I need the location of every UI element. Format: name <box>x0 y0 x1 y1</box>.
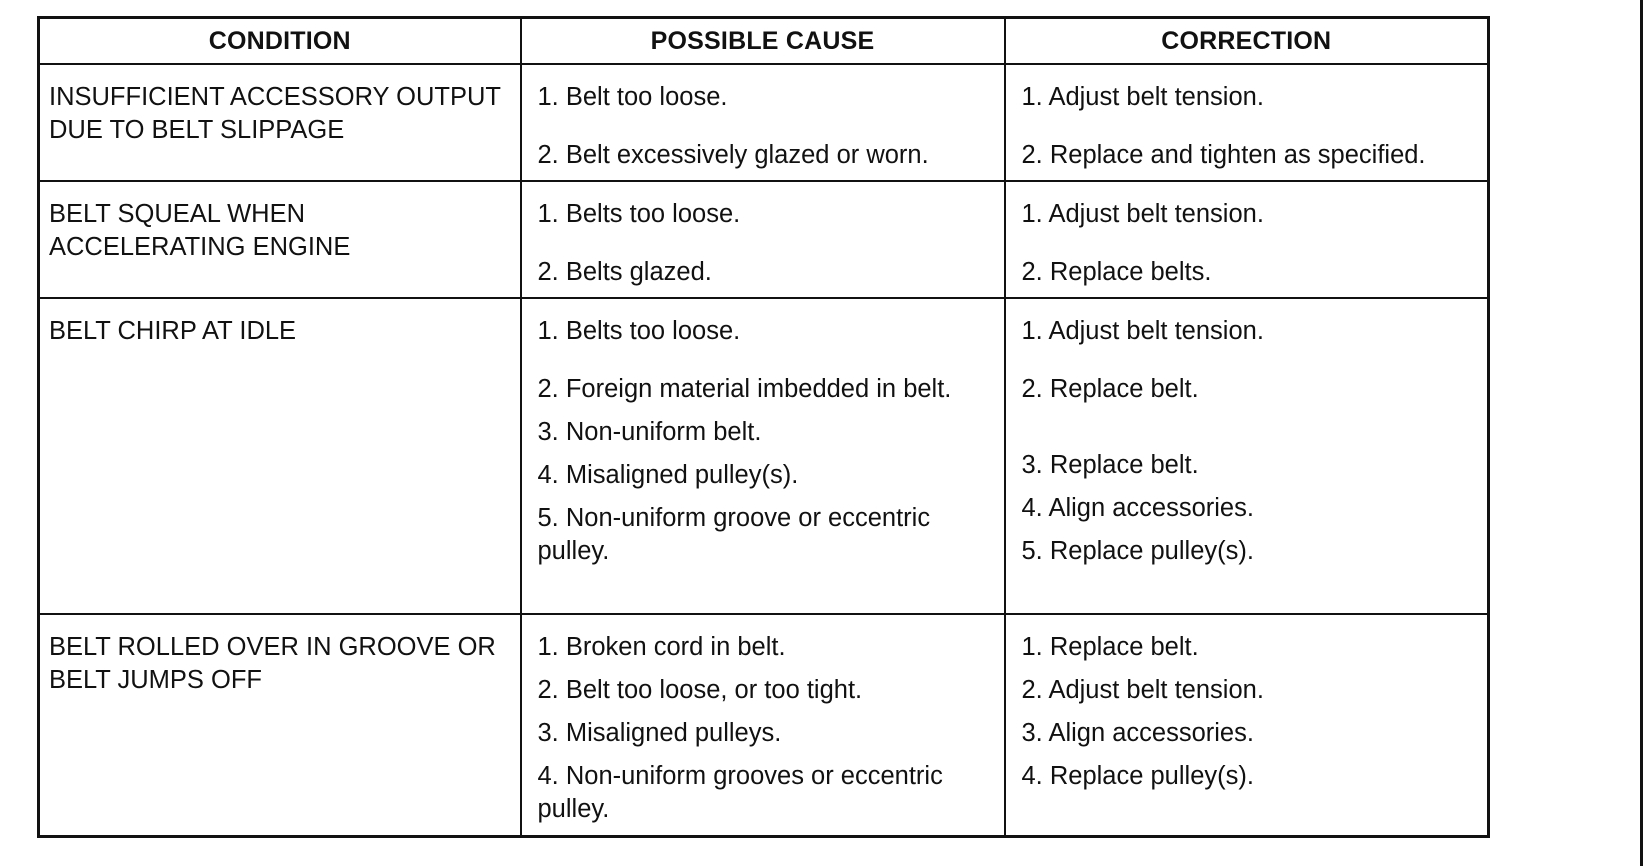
correction-item: 2. Replace belt. <box>1021 375 1199 403</box>
correction-item: 2. Adjust belt tension. <box>1021 676 1264 704</box>
table-header-row <box>39 18 1489 65</box>
condition-cell <box>39 64 521 181</box>
correction-item: 1. Adjust belt tension. <box>1021 83 1264 111</box>
condition-cell <box>39 614 521 837</box>
cause-item: 4. Non-uniform grooves or eccentric pulley. <box>537 762 943 823</box>
condition-cell <box>39 298 521 614</box>
cause-item: 2. Belt too loose, or too tight. <box>537 676 863 704</box>
condition-text: BELT ROLLED OVER IN GROOVE OR BELT JUMPS OFF <box>49 633 496 694</box>
condition-text: BELT CHIRP AT IDLE <box>49 317 297 345</box>
correction-item: 2. Replace belts. <box>1021 258 1212 286</box>
condition-cell <box>39 181 521 298</box>
correction-item: 3. Align accessories. <box>1021 719 1254 747</box>
table-row <box>39 298 1489 614</box>
correction-item: 1. Adjust belt tension. <box>1021 317 1264 345</box>
cause-item: 4. Misaligned pulley(s). <box>537 461 799 489</box>
correction-item: 4. Align accessories. <box>1021 494 1254 522</box>
cause-cell <box>521 64 1005 181</box>
page-edge-line <box>1640 0 1643 866</box>
header-possible-cause: POSSIBLE CAUSE <box>521 18 1005 65</box>
correction-item: 4. Replace pulley(s). <box>1021 762 1254 790</box>
cause-item: 1. Belts too loose. <box>537 317 741 345</box>
cause-item: 1. Belt too loose. <box>537 83 728 111</box>
correction-cell <box>1005 614 1489 837</box>
table-row <box>39 614 1489 837</box>
cause-item: 2. Foreign material imbedded in belt. <box>537 375 952 403</box>
diagnosis-table <box>37 16 1490 838</box>
cause-item: 2. Belts glazed. <box>537 258 712 286</box>
cause-cell <box>521 614 1005 837</box>
correction-item: 3. Replace belt. <box>1021 451 1199 479</box>
table-row <box>39 181 1489 298</box>
correction-cell <box>1005 181 1489 298</box>
correction-item: 1. Replace belt. <box>1021 633 1199 661</box>
cause-item: 2. Belt excessively glazed or worn. <box>537 141 929 169</box>
correction-item: 2. Replace and tighten as specified. <box>1021 141 1426 169</box>
cause-item: 3. Non-uniform belt. <box>537 418 762 446</box>
cause-item: 1. Broken cord in belt. <box>537 633 786 661</box>
correction-item: 5. Replace pulley(s). <box>1021 537 1254 565</box>
condition-text: INSUFFICIENT ACCESSORY OUTPUT DUE TO BELT SLIPPAGE <box>49 83 501 144</box>
cause-cell <box>521 181 1005 298</box>
correction-cell <box>1005 64 1489 181</box>
cause-item: 1. Belts too loose. <box>537 200 741 228</box>
cause-item: 3. Misaligned pulleys. <box>537 719 782 747</box>
header-condition: CONDITION <box>39 18 521 65</box>
condition-text: BELT SQUEAL WHEN ACCELERATING ENGINE <box>49 200 351 261</box>
cause-cell <box>521 298 1005 614</box>
cause-item: 5. Non-uniform groove or eccentric pulley. <box>537 504 931 565</box>
correction-cell <box>1005 298 1489 614</box>
table-row <box>39 64 1489 181</box>
header-correction: CORRECTION <box>1005 18 1489 65</box>
correction-item: 1. Adjust belt tension. <box>1021 200 1264 228</box>
